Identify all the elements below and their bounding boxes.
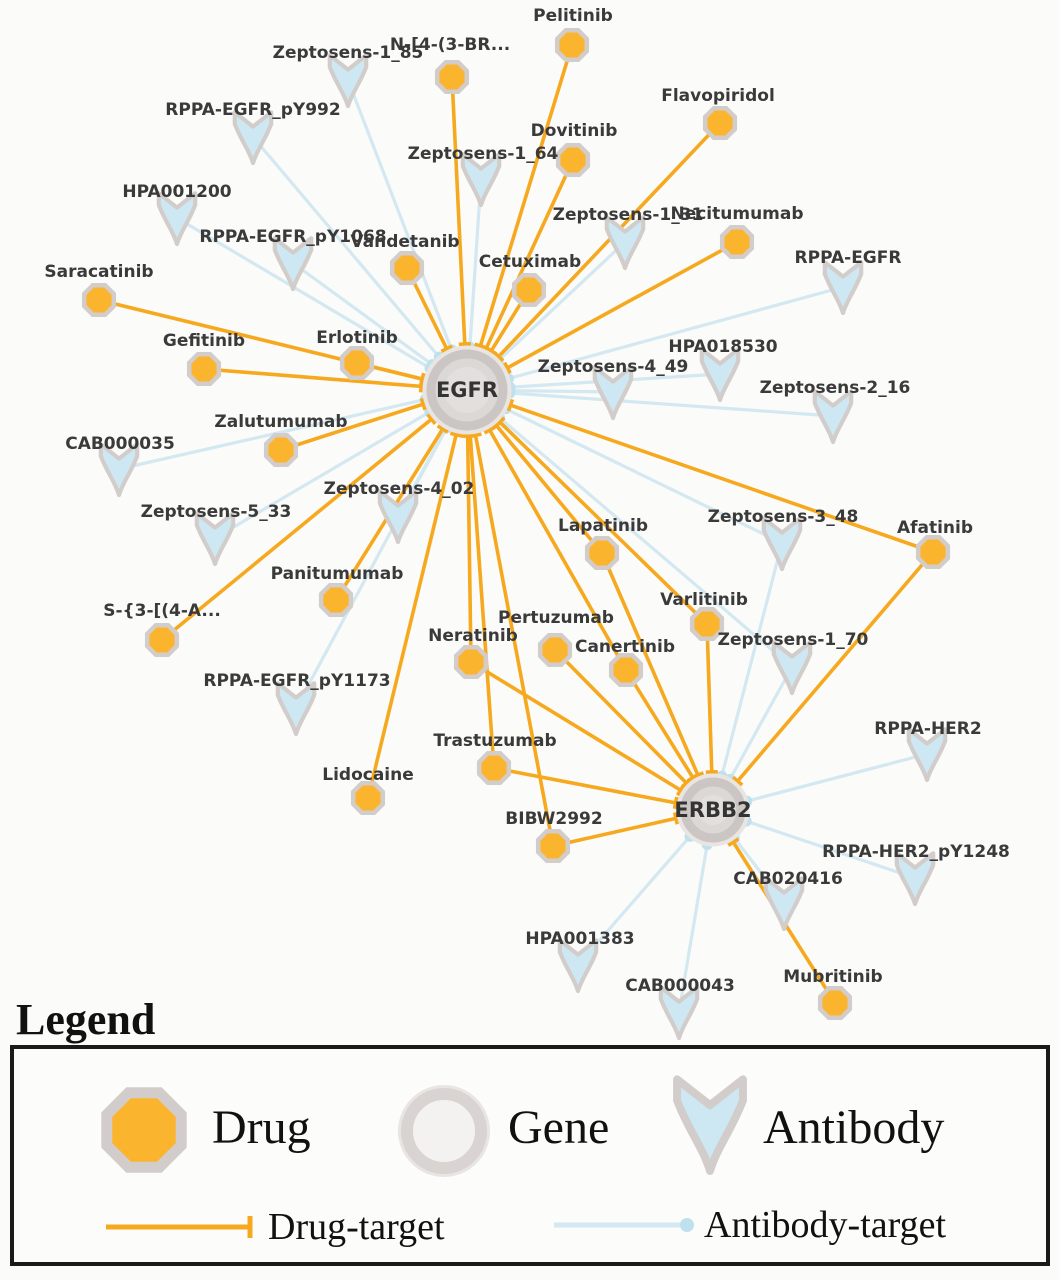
node-label: BIBW2992 (505, 809, 603, 829)
gene-node-egfr[interactable] (425, 348, 509, 432)
drug-node[interactable] (84, 285, 114, 315)
node-label: RPPA-EGFR (794, 248, 902, 268)
drug-node[interactable] (321, 585, 351, 615)
drug-node[interactable] (189, 354, 219, 384)
drug-target-legend-label: Drug-target (268, 1206, 445, 1248)
node-label: HPA018530 (668, 337, 778, 357)
node-label: HPA001200 (122, 182, 232, 202)
gene-label: EGFR (435, 378, 499, 402)
node-label: CAB000043 (625, 976, 735, 996)
node-label: Trastuzumab (433, 731, 557, 751)
node-label: Panitumumab (270, 564, 404, 584)
node-label: Zeptosens-1_31 (552, 205, 704, 225)
node-label: Zeptosens-3_48 (707, 507, 859, 527)
node-label: Necitumumab (670, 204, 804, 224)
drug-node[interactable] (147, 625, 177, 655)
antibody-legend-icon (666, 1072, 754, 1190)
drug-node[interactable] (266, 435, 296, 465)
node-label: Neratinib (428, 626, 518, 646)
antibody-target-legend-icon (548, 1210, 704, 1240)
drug-node[interactable] (479, 753, 509, 783)
drug-node[interactable] (538, 831, 568, 861)
drug-node[interactable] (514, 275, 544, 305)
drug-legend-icon (86, 1072, 202, 1188)
node-label: Erlotinib (316, 328, 398, 348)
node-label: Lidocaine (322, 765, 414, 785)
drug-node[interactable] (611, 655, 641, 685)
antibody-node[interactable] (825, 262, 861, 313)
drug-target-edge (467, 390, 933, 552)
drug-target-legend-icon (100, 1212, 264, 1242)
drug-node[interactable] (722, 227, 752, 257)
drug-node[interactable] (705, 108, 735, 138)
drug-node[interactable] (342, 348, 372, 378)
drug-node[interactable] (820, 988, 850, 1018)
gene-legend-icon (395, 1082, 493, 1180)
node-label: Zeptosens-4_02 (323, 479, 475, 499)
gene-node-erbb2[interactable] (674, 776, 751, 844)
node-label: Zeptosens-1_70 (717, 630, 869, 650)
node-label: Zeptosens-2_16 (759, 378, 911, 398)
node-label: RPPA-EGFR_pY992 (165, 100, 341, 120)
drug-node[interactable] (437, 62, 467, 92)
node-label: Flavopiridol (661, 86, 775, 106)
drug-edge-tee (470, 434, 482, 436)
node-label: N-[4-(3-BR... (389, 35, 511, 55)
node-label: Cetuximab (478, 252, 582, 272)
node-label: Zeptosens-1_64 (407, 144, 559, 164)
node-label: Varlitinib (660, 590, 748, 610)
gene-legend-label: Gene (508, 1101, 610, 1154)
drug-edge-tee (459, 344, 471, 345)
node-label: Vandetanib (350, 232, 460, 252)
antibody-target-legend-label: Antibody-target (704, 1204, 947, 1246)
node-label: CAB000035 (65, 434, 175, 454)
node-label: Pertuzumab (498, 608, 614, 628)
node-label: Canertinib (574, 637, 676, 657)
drug-node[interactable] (918, 537, 948, 567)
node-label: Zeptosens-1_85 (272, 43, 424, 63)
node-label: Gefitinib (162, 331, 246, 351)
node-label: Zeptosens-5_33 (140, 502, 292, 522)
drug-node[interactable] (353, 783, 383, 813)
node-label: RPPA-HER2 (874, 719, 982, 739)
node-label: Saracatinib (44, 262, 154, 282)
node-label: Zalutumumab (214, 412, 348, 432)
drug-legend-label: Drug (212, 1101, 311, 1154)
node-label: S-{3-[(4-A... (103, 601, 221, 621)
legend-title: Legend (16, 995, 156, 1044)
drug-node[interactable] (540, 635, 570, 665)
node-label: RPPA-EGFR_pY1068 (199, 227, 387, 247)
node-label: Mubritinib (783, 967, 883, 987)
node-label: HPA001383 (525, 929, 635, 949)
drug-node[interactable] (392, 253, 422, 283)
node-label: Lapatinib (558, 516, 648, 536)
node-label: CAB020416 (733, 869, 843, 889)
antibody-node[interactable] (815, 391, 851, 442)
node-label: RPPA-EGFR_pY1173 (203, 671, 391, 691)
drug-node[interactable] (558, 145, 588, 175)
node-label: Zeptosens-4_49 (537, 357, 689, 377)
drug-node[interactable] (587, 538, 617, 568)
gene-label: ERBB2 (674, 798, 752, 822)
node-label: Afatinib (896, 518, 974, 538)
node-label: Dovitinib (530, 121, 618, 141)
antibody-legend-label: Antibody (763, 1101, 945, 1154)
node-label: Pelitinib (533, 6, 613, 26)
drug-node[interactable] (456, 647, 486, 677)
node-label: RPPA-HER2_pY1248 (822, 842, 1010, 862)
drug-node[interactable] (557, 30, 587, 60)
